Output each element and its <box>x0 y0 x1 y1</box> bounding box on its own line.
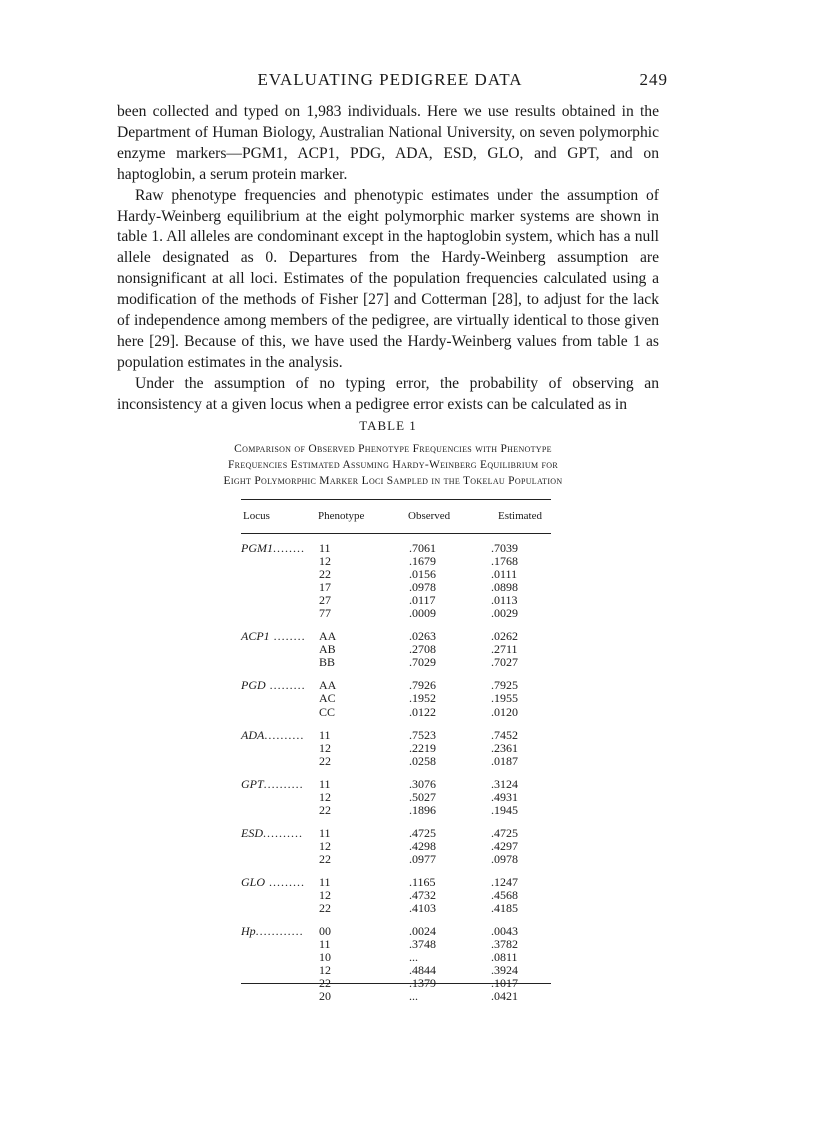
locus-name: Hp <box>241 924 256 939</box>
estimated-cell: .0187 <box>491 753 518 768</box>
phenotype-cell: 22 <box>319 802 331 817</box>
locus-cell <box>241 964 319 977</box>
observed-cell: .7926 <box>409 678 436 693</box>
table-label: TABLE 1 <box>359 418 417 433</box>
locus-cell <box>241 594 319 607</box>
locus-cell <box>241 630 319 643</box>
table-bottom-rule <box>241 983 551 984</box>
locus-cell <box>241 791 319 804</box>
locus-cell <box>241 679 319 692</box>
locus-cell <box>241 643 319 656</box>
dot-leader: ........ <box>273 541 305 556</box>
dot-leader: .......... <box>263 776 304 791</box>
table-top-rule <box>241 499 551 500</box>
table-row <box>241 729 551 742</box>
locus-cell <box>241 542 319 555</box>
table-row <box>241 804 551 817</box>
estimated-cell: .7039 <box>491 541 518 556</box>
observed-cell: .4103 <box>409 901 436 916</box>
dot-leader: ......... <box>265 875 306 889</box>
estimated-cell: .4185 <box>491 901 518 916</box>
phenotype-cell: 27 <box>319 593 331 608</box>
phenotype-cell: 11 <box>319 825 331 840</box>
locus-name: ESD <box>241 825 263 840</box>
observed-cell: .2708 <box>409 642 436 657</box>
phenotype-cell: 11 <box>319 541 331 556</box>
phenotype-cell: 77 <box>319 606 331 621</box>
phenotype-cell: AB <box>319 642 336 657</box>
phenotype-cell: 11 <box>319 727 331 742</box>
observed-cell: .3748 <box>409 937 436 952</box>
column-header-observed: Observed <box>408 510 451 522</box>
observed-cell: .1896 <box>409 802 436 817</box>
phenotype-cell: 12 <box>319 554 331 569</box>
locus-cell <box>241 656 319 669</box>
observed-cell: .1952 <box>409 691 436 706</box>
locus-cell <box>241 889 319 902</box>
paragraph: been collected and typed on 1,983 individuals. Here we use results obtained in the Department of Human Biology, Australian National University, on seven polymorphic enzyme markers—PGM1, ACP1, PDG, ADA, ESD, GLO, and GPT, and on haptoglobin, a serum protein marker. <box>117 103 659 183</box>
observed-cell: .1679 <box>409 554 436 569</box>
estimated-cell: .2361 <box>491 740 518 755</box>
dot-leader: .......... <box>263 825 303 840</box>
locus-name: GPT <box>241 776 264 791</box>
phenotype-cell: 22 <box>319 976 331 991</box>
locus-cell <box>241 902 319 915</box>
dot-leader: .......... <box>264 727 305 742</box>
locus-cell <box>241 938 319 951</box>
observed-cell: .4844 <box>409 963 436 978</box>
dot-leader: ........ <box>269 629 306 644</box>
estimated-cell: .4931 <box>491 789 518 804</box>
phenotype-cell: 12 <box>319 740 331 755</box>
locus-cell <box>241 827 319 840</box>
table-row <box>241 755 551 768</box>
observed-cell: .1165 <box>409 875 436 889</box>
estimated-cell: .1017 <box>491 976 518 991</box>
estimated-cell: .3782 <box>491 937 518 952</box>
phenotype-cell: AA <box>319 629 337 644</box>
locus-name: PGM1 <box>241 541 273 556</box>
estimated-cell: .0978 <box>491 851 518 866</box>
table-body <box>241 542 551 1003</box>
phenotype-cell: 22 <box>319 901 331 916</box>
dot-leader: ......... <box>265 678 306 693</box>
observed-cell: .0009 <box>409 606 436 621</box>
table-row <box>241 607 551 620</box>
table-row <box>241 706 551 719</box>
observed-cell: ... <box>409 989 418 1004</box>
table-row <box>241 778 551 791</box>
running-title: EVALUATING PEDIGREE DATA <box>257 70 523 89</box>
phenotype-cell: 12 <box>319 963 331 978</box>
estimated-cell: .1955 <box>491 691 518 706</box>
observed-cell: .0258 <box>409 753 436 768</box>
estimated-cell: .7925 <box>491 678 518 693</box>
locus-cell <box>241 568 319 581</box>
observed-cell: .0978 <box>409 580 436 595</box>
phenotype-cell: 11 <box>319 875 331 889</box>
phenotype-cell: 20 <box>319 989 331 1004</box>
locus-cell <box>241 840 319 853</box>
locus-name: ACP1 <box>241 629 270 644</box>
estimated-cell: .0421 <box>491 989 518 1004</box>
estimated-cell: .0898 <box>491 580 518 595</box>
phenotype-cell: 11 <box>319 937 331 952</box>
locus-cell <box>241 742 319 755</box>
estimated-cell: .0043 <box>491 924 518 939</box>
observed-cell: .2219 <box>409 740 436 755</box>
locus-cell <box>241 755 319 768</box>
locus-cell <box>241 925 319 938</box>
phenotype-cell: 11 <box>319 776 331 791</box>
locus-cell <box>241 706 319 719</box>
estimated-cell: .4568 <box>491 888 518 903</box>
observed-cell: .7061 <box>409 541 436 556</box>
phenotype-cell: 10 <box>319 950 331 965</box>
estimated-cell: .1945 <box>491 802 518 817</box>
dot-leader: ............ <box>255 924 304 939</box>
observed-cell: .0117 <box>409 593 436 608</box>
phenotype-cell: 22 <box>319 753 331 768</box>
phenotype-cell: 22 <box>319 851 331 866</box>
phenotype-cell: 12 <box>319 838 331 853</box>
estimated-cell: .7027 <box>491 655 518 670</box>
table-row <box>241 902 551 915</box>
column-header-phenotype: Phenotype <box>318 510 365 522</box>
observed-cell: .7029 <box>409 655 436 670</box>
estimated-cell: .0811 <box>491 950 518 965</box>
observed-cell: .1379 <box>409 976 436 991</box>
table-caption: Comparison of Observed Phenotype Frequencies with Phenotype Frequencies Estimated Assuming Hardy-Weinberg Equilibrium for Eight Polymorphic Marker Loci Sampled in the Tokelau Population <box>223 443 563 487</box>
locus-cell <box>241 692 319 705</box>
estimated-cell: .0029 <box>491 606 518 621</box>
phenotype-cell: 00 <box>319 924 331 939</box>
table-row <box>241 840 551 853</box>
paragraph: Raw phenotype frequencies and phenotypic estimates under the assumption of Hardy-Weinberg equilibrium at the eight polymorphic marker systems are shown in table 1. All alleles are condominant except in the haptoglobin system, which has a null allele designated as 0. Departures from the Hardy-Weinberg assumption are nonsignificant at all loci. Estimates of the population frequencies calculated using a modification of the methods of Fisher [27] and Cotterman [28], to adjust for the lack of independence among members of the pedigree, are virtually identical to those given here [29]. Because of this, we have used the Hardy-Weinberg values from table 1 as population estimates in the analysis. <box>117 186 659 371</box>
estimated-cell: .3924 <box>491 963 518 978</box>
phenotype-cell: 12 <box>319 888 331 903</box>
estimated-cell: .0262 <box>491 629 518 644</box>
phenotype-cell: AC <box>319 691 336 706</box>
locus-cell <box>241 876 319 889</box>
paragraph: Under the assumption of no typing error, the probability of observing an inconsistency at a given locus when a pedigree error exists can be calculated as in <box>117 374 659 413</box>
estimated-cell: .1768 <box>491 554 518 569</box>
observed-cell: .0263 <box>409 629 436 644</box>
phenotype-cell: AA <box>319 678 337 693</box>
frequency-table <box>241 542 551 1003</box>
page-number: 249 <box>639 70 668 89</box>
table-row <box>241 990 551 1003</box>
observed-cell: .7523 <box>409 727 436 742</box>
estimated-cell: .0113 <box>491 593 518 608</box>
locus-cell <box>241 729 319 742</box>
phenotype-cell: 12 <box>319 789 331 804</box>
locus-cell <box>241 990 319 1003</box>
observed-cell: .4298 <box>409 838 436 853</box>
body-text <box>117 102 659 416</box>
estimated-cell: .0120 <box>491 704 518 719</box>
observed-cell: .3076 <box>409 776 436 791</box>
estimated-cell: .4725 <box>491 825 518 840</box>
locus-cell <box>241 778 319 791</box>
observed-cell: .0977 <box>409 851 436 866</box>
locus-cell <box>241 804 319 817</box>
estimated-cell: .2711 <box>491 642 518 657</box>
table-row <box>241 827 551 840</box>
locus-cell <box>241 607 319 620</box>
observed-cell: .5027 <box>409 789 436 804</box>
locus-cell <box>241 853 319 866</box>
table-header-rule <box>241 533 551 534</box>
table-row <box>241 853 551 866</box>
locus-cell <box>241 581 319 594</box>
table-row <box>241 742 551 755</box>
estimated-cell: .0111 <box>491 567 518 582</box>
table-row <box>241 692 551 705</box>
phenotype-cell: 17 <box>319 580 331 595</box>
column-header-locus: Locus <box>243 510 270 522</box>
estimated-cell: .1247 <box>491 875 518 889</box>
phenotype-cell: BB <box>319 655 336 670</box>
locus-cell <box>241 951 319 964</box>
phenotype-cell: 22 <box>319 567 331 582</box>
estimated-cell: .4297 <box>491 838 518 853</box>
column-header-estimated: Estimated <box>498 510 542 522</box>
estimated-cell: .3124 <box>491 776 518 791</box>
locus-name: PGD <box>241 678 266 693</box>
observed-cell: .0122 <box>409 704 436 719</box>
estimated-cell: .7452 <box>491 727 518 742</box>
observed-cell: .0024 <box>409 924 436 939</box>
locus-name: GLO <box>241 875 266 889</box>
table-row <box>241 791 551 804</box>
phenotype-cell: CC <box>319 704 336 719</box>
locus-cell <box>241 555 319 568</box>
observed-cell: .4725 <box>409 825 436 840</box>
table-row <box>241 656 551 669</box>
observed-cell: ... <box>409 950 418 965</box>
observed-cell: .4732 <box>409 888 436 903</box>
observed-cell: .0156 <box>409 567 436 582</box>
locus-name: ADA <box>241 727 265 742</box>
